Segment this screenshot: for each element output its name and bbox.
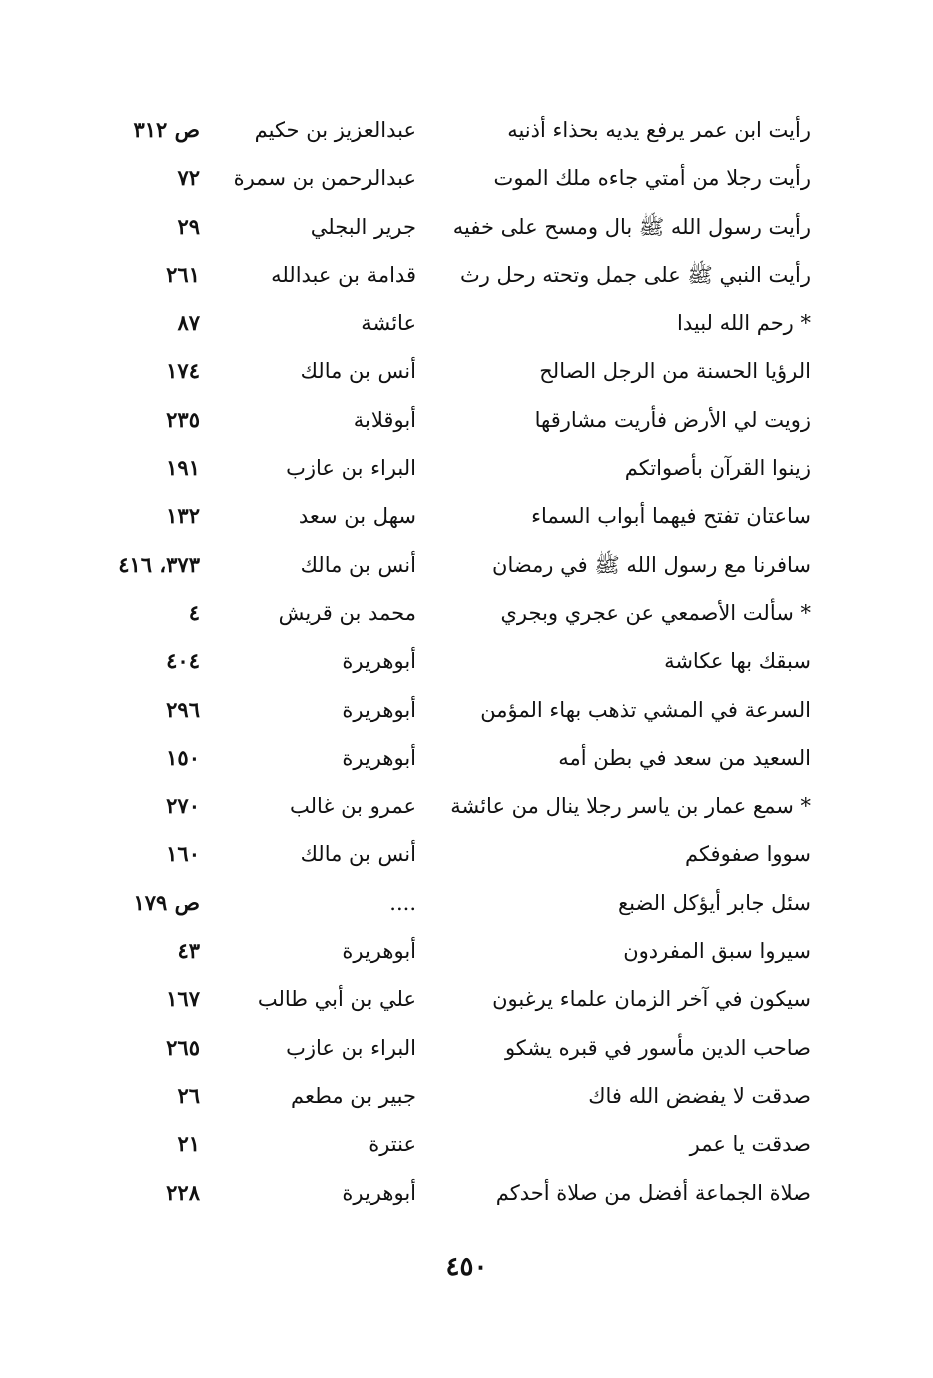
page-reference: ٢٦٥ [166,1034,200,1060]
hadith-text: سئل جابر أيؤكل الضبع [617,890,811,915]
narrator-name: أبوهريرة [342,939,416,964]
hadith-text: * رحم الله لبيدا [677,311,811,336]
page-reference: ١٣٢ [166,503,200,529]
narrator-name: أبوهريرة [342,1180,416,1205]
hadith-text: السرعة في المشي تذهب بهاء المؤمن [480,697,811,722]
hadith-text: صدقت يا عمر [689,1132,811,1157]
narrator-name: علي بن أبي طالب [257,987,416,1012]
index-row [0,251,933,299]
narrator-name: محمد بن قريش [278,600,416,625]
narrator-name: أنس بن مالك [300,359,416,384]
hadith-text: سيكون في آخر الزمان علماء يرغبون [492,987,811,1012]
narrator-name: أنس بن مالك [300,842,416,867]
index-row [0,396,933,444]
narrator-name: عنترة [368,1132,416,1157]
page-reference: ٨٧ [177,310,200,336]
narrator-name: أنس بن مالك [300,552,416,577]
index-row [0,975,933,1023]
hadith-text: سبقك بها عكاشة [664,649,811,674]
page-reference: ٢٧٠ [166,793,200,819]
page-number: ٤٥٠ [445,1252,488,1282]
hadith-text: السعيد من سعد في بطن أمه [558,745,811,770]
index-row [0,1072,933,1120]
index-row [0,492,933,540]
narrator-name: أبوهريرة [342,697,416,722]
index-row [0,106,933,154]
page-reference: ٤٠٤ [166,648,200,674]
narrator-name: عمرو بن غالب [290,794,416,819]
index-row [0,927,933,975]
narrator-name: .... [389,890,416,915]
hadith-text: رأيت رسول الله ﷺ بال ومسح على خفيه [452,214,811,239]
page-reference: ٤ [188,599,200,625]
hadith-text: سيروا سبق المفردون [623,939,811,964]
page-reference: ١٩١ [166,455,200,481]
index-row [0,347,933,395]
hadith-text: سافرنا مع رسول الله ﷺ في رمضان [492,552,811,577]
hadith-text: زويت لي الأرض فأريت مشارقها [534,407,811,432]
index-row [0,879,933,927]
index-row [0,154,933,202]
index-row [0,830,933,878]
index-row [0,1169,933,1217]
narrator-name: جبير بن مطعم [290,1083,416,1108]
index-row [0,734,933,782]
page-reference: ص ٣١٢ [133,117,200,142]
hadith-text: صاحب الدين مأسور في قبره يشكو [504,1035,811,1060]
index-row [0,444,933,492]
narrator-name: عبدالرحمن بن سمرة [233,166,416,191]
hadith-text: * سمع عمار بن ياسر رجلا ينال من عائشة [450,794,811,819]
page-reference: ٢٦ [177,1082,200,1108]
hadith-text: سووا صفوفكم [684,842,811,867]
page-reference: ٧٢ [177,165,200,191]
hadith-text: ساعتان تفتح فيهما أبواب السماء [531,504,811,529]
index-row [0,589,933,637]
narrator-name: عائشة [361,311,416,336]
hadith-text: الرؤيا الحسنة من الرجل الصالح [539,359,811,384]
narrator-name: أبوهريرة [342,745,416,770]
page-reference: ٢٢٨ [166,1179,200,1205]
narrator-name: جرير البجلي [310,214,416,239]
page-reference: ١٦٠ [166,841,200,867]
index-row [0,782,933,830]
hadith-text: صدقت لا يفضض الله فاك [588,1083,811,1108]
hadith-text: رأيت ابن عمر يرفع يديه بحذاء أذنيه [507,118,811,142]
page-reference: ص ١٧٩ [133,889,200,915]
narrator-name: أبوهريرة [342,649,416,674]
page-reference: ٢٦١ [166,261,200,287]
hadith-text: زينوا القرآن بأصواتكم [624,456,811,481]
page-reference: ٤٣ [177,938,200,964]
index-row [0,1120,933,1168]
narrator-name: البراء بن عازب [286,1035,416,1060]
page-reference: ٢١ [177,1131,200,1157]
index-row [0,686,933,734]
index-row [0,203,933,251]
page-reference: ١٦٧ [166,986,200,1012]
hadith-text: صلاة الجماعة أفضل من صلاة أحدكم [495,1180,811,1205]
narrator-name: قدامة بن عبدالله [271,262,416,287]
hadith-text: رأيت النبي ﷺ على جمل وتحته رحل رث [459,262,811,287]
page-reference: ١٧٤ [166,358,200,384]
index-row [0,637,933,685]
narrator-name: سهل بن سعد [298,504,416,529]
hadith-text: رأيت رجلا من أمتي جاءه ملك الموت [493,166,811,191]
index-row [0,541,933,589]
page-reference: ٢٩٦ [166,696,200,722]
hadith-text: * سألت الأصمعي عن عجري وبجري [500,600,811,625]
index-row [0,1024,933,1072]
page-reference: ٣٧٣، ٤١٦ [118,551,200,577]
hadith-index-table [0,106,933,1217]
narrator-name: عبدالعزيز بن حكيم [254,118,416,142]
page-reference: ١٥٠ [166,744,200,770]
page-reference: ٢٣٥ [166,406,200,432]
page-reference: ٢٩ [177,213,200,239]
narrator-name: أبوقلابة [353,407,416,432]
index-row [0,299,933,347]
narrator-name: البراء بن عازب [286,456,416,481]
